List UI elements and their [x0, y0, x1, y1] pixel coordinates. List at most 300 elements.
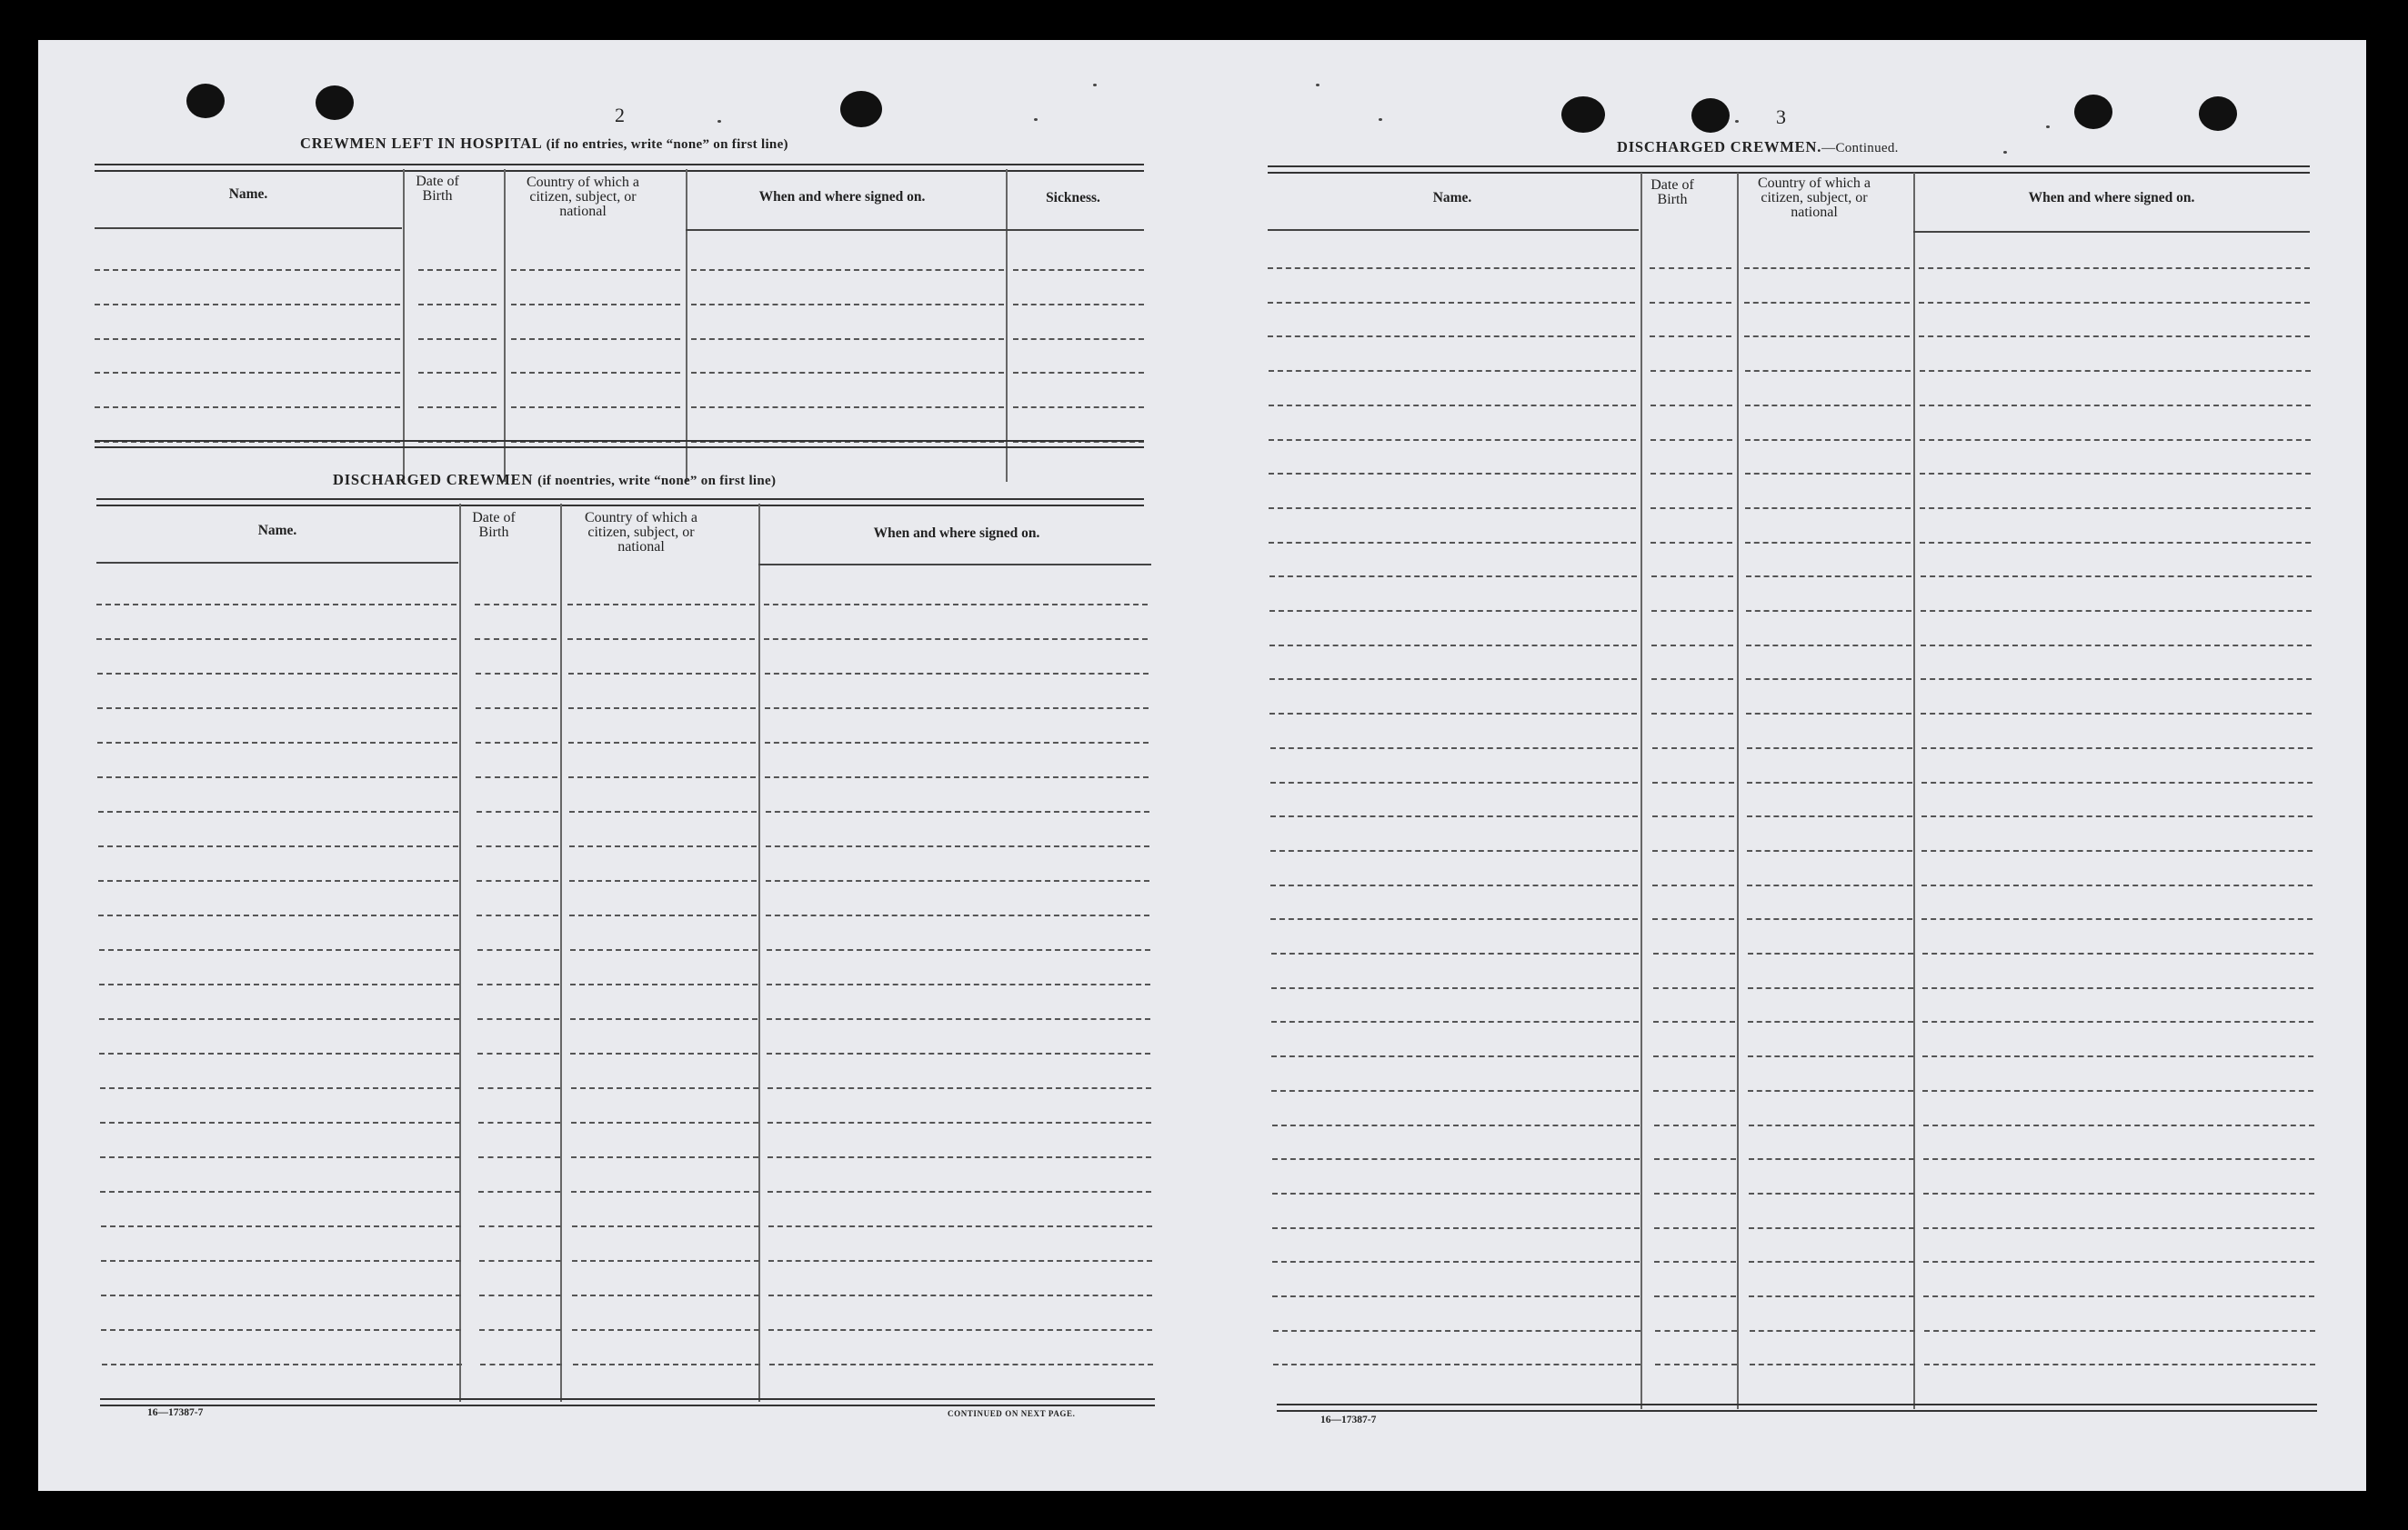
row-rule	[1269, 439, 1636, 441]
right-bottom-rule	[1277, 1404, 2317, 1412]
right-col-name: Name.	[1432, 190, 1472, 205]
row-rule	[1749, 1158, 1914, 1160]
right-title-text: DISCHARGED CREWMEN.	[1617, 138, 1822, 155]
discharged-bottom-rule	[100, 1398, 1155, 1406]
right-col-country: Country of which a citizen, subject, or national	[1758, 175, 1871, 220]
discharged-col-country: Country of which a citizen, subject, or national	[585, 510, 697, 555]
row-rule	[1749, 1125, 1914, 1126]
row-rule	[476, 673, 557, 675]
row-rule	[567, 604, 755, 605]
speck	[2046, 125, 2050, 128]
row-rule	[418, 304, 497, 305]
row-rule	[768, 1295, 1152, 1296]
right-col-dob: Date of Birth	[1650, 177, 1694, 207]
row-rule	[1745, 370, 1911, 372]
document-sheet	[38, 40, 2366, 1491]
discharged-col-name: Name.	[257, 523, 297, 538]
row-rule	[1652, 885, 1734, 886]
row-rule	[568, 776, 756, 778]
row-rule	[1746, 645, 1911, 646]
row-rule	[570, 984, 758, 985]
row-rule	[572, 1260, 759, 1262]
row-rule	[97, 707, 457, 709]
row-rule	[1652, 850, 1734, 852]
row-rule	[1273, 1330, 1640, 1332]
row-rule	[475, 638, 557, 640]
row-rule	[570, 1018, 758, 1020]
row-rule	[1272, 1125, 1640, 1126]
discharged-col-dob: Date of Birth	[472, 510, 516, 540]
row-rule	[1652, 815, 1734, 817]
row-rule	[1268, 267, 1635, 269]
row-rule	[1272, 1261, 1640, 1263]
row-rule	[767, 1018, 1150, 1020]
row-rule	[511, 269, 680, 271]
row-rule	[1270, 815, 1638, 817]
row-rule	[765, 742, 1149, 744]
row-rule	[1652, 782, 1734, 784]
row-rule	[479, 1329, 561, 1331]
row-rule	[764, 604, 1148, 605]
punch-hole-7	[2199, 96, 2237, 131]
row-rule	[568, 742, 756, 744]
row-rule	[1650, 439, 1732, 441]
row-rule	[477, 811, 558, 813]
row-rule	[1921, 575, 2312, 577]
row-rule	[478, 1156, 560, 1158]
row-rule	[95, 372, 400, 374]
right-title-suffix: —Continued.	[1821, 141, 1899, 155]
row-rule	[1653, 953, 1735, 955]
row-rule	[418, 338, 497, 340]
right-top-rule	[1268, 165, 2310, 174]
row-rule	[1650, 302, 1731, 304]
row-rule	[1269, 507, 1636, 509]
row-rule	[1653, 1055, 1735, 1057]
punch-hole-6	[2074, 95, 2112, 129]
row-rule	[1271, 1090, 1639, 1092]
row-rule	[1270, 850, 1638, 852]
right-header-rule	[1913, 231, 2310, 233]
row-rule	[570, 949, 758, 951]
row-rule	[101, 1260, 461, 1262]
row-rule	[1750, 1330, 1915, 1332]
row-rule	[768, 1122, 1151, 1124]
row-rule	[769, 1364, 1153, 1365]
right-section-title	[1617, 138, 1899, 156]
row-rule	[1271, 953, 1639, 955]
row-rule	[1654, 1158, 1736, 1160]
row-rule	[768, 1087, 1151, 1089]
row-rule	[1920, 473, 2311, 475]
row-rule	[1653, 1090, 1735, 1092]
row-rule	[572, 1295, 759, 1296]
row-rule	[1654, 1295, 1736, 1297]
discharged-divider	[560, 504, 562, 1402]
row-rule	[572, 1225, 759, 1227]
row-rule	[1654, 1261, 1736, 1263]
row-rule	[1269, 713, 1637, 715]
row-rule	[100, 1156, 460, 1158]
row-rule	[1921, 918, 2313, 920]
row-rule	[477, 1018, 559, 1020]
row-rule	[1923, 1227, 2314, 1229]
row-rule	[1745, 507, 1911, 509]
right-divider	[1913, 173, 1915, 1409]
row-rule	[1749, 1227, 1914, 1229]
row-rule	[1746, 610, 1911, 612]
hospital-col-name: Name.	[228, 186, 268, 202]
discharged-col-when-where: When and where signed on.	[873, 525, 1040, 541]
speck	[1379, 118, 1382, 121]
row-rule	[1747, 747, 1912, 749]
row-rule	[768, 1329, 1152, 1331]
row-rule	[1652, 918, 1734, 920]
row-rule	[1748, 987, 1913, 989]
right-page-number: 3	[1776, 105, 1786, 128]
hospital-section-title	[300, 135, 788, 153]
discharged-header-rule	[758, 564, 1151, 565]
row-rule	[1269, 610, 1637, 612]
row-rule	[102, 1364, 462, 1365]
row-rule	[1270, 885, 1638, 886]
row-rule	[1921, 850, 2313, 852]
row-rule	[1272, 1227, 1640, 1229]
row-rule	[569, 811, 757, 813]
row-rule	[569, 880, 757, 882]
row-rule	[1748, 1055, 1913, 1057]
row-rule	[511, 338, 680, 340]
row-rule	[766, 915, 1149, 916]
row-rule	[691, 406, 1004, 408]
row-rule	[766, 880, 1149, 882]
row-rule	[571, 1191, 758, 1193]
row-rule	[1013, 304, 1144, 305]
row-rule	[1654, 1227, 1736, 1229]
row-rule	[477, 984, 559, 985]
row-rule	[1651, 678, 1733, 680]
row-rule	[1749, 1295, 1914, 1297]
row-rule	[1745, 542, 1911, 544]
row-rule	[1920, 405, 2311, 406]
hospital-col-dob: Date of Birth	[416, 174, 459, 204]
row-rule	[101, 1329, 461, 1331]
row-rule	[1923, 1295, 2314, 1297]
row-rule	[768, 1156, 1151, 1158]
row-rule	[1272, 1158, 1640, 1160]
row-rule	[691, 338, 1004, 340]
row-rule	[1269, 645, 1637, 646]
row-rule	[98, 880, 458, 882]
row-rule	[478, 1191, 560, 1193]
row-rule	[1744, 302, 1910, 304]
row-rule	[766, 811, 1149, 813]
row-rule	[1654, 1125, 1736, 1126]
discharged-title-note: (if noentries, write “none” on first line)	[537, 474, 777, 488]
row-rule	[97, 742, 457, 744]
row-rule	[568, 673, 756, 675]
row-rule	[511, 406, 680, 408]
right-divider	[1737, 173, 1739, 1409]
row-rule	[691, 269, 1004, 271]
row-rule	[477, 949, 559, 951]
discharged-title-text: DISCHARGED CREWMEN	[333, 471, 534, 488]
row-rule	[1650, 335, 1731, 337]
row-rule	[1921, 815, 2313, 817]
row-rule	[1744, 267, 1910, 269]
row-rule	[1922, 987, 2313, 989]
row-rule	[511, 304, 680, 305]
row-rule	[1748, 1021, 1913, 1023]
row-rule	[1924, 1364, 2315, 1365]
row-rule	[1749, 1261, 1914, 1263]
row-rule	[569, 845, 757, 847]
row-rule	[99, 1053, 459, 1055]
discharged-header-rule	[96, 562, 458, 564]
row-rule	[571, 1122, 758, 1124]
row-rule	[765, 776, 1149, 778]
row-rule	[96, 604, 457, 605]
discharged-top-rule	[96, 498, 1144, 506]
row-rule	[100, 1191, 460, 1193]
row-rule	[573, 1364, 760, 1365]
row-rule	[1748, 1090, 1913, 1092]
row-rule	[479, 1295, 561, 1296]
row-rule	[1923, 1261, 2314, 1263]
speck	[1034, 118, 1038, 121]
row-rule	[1269, 473, 1636, 475]
row-rule	[691, 304, 1004, 305]
row-rule	[1651, 575, 1733, 577]
row-rule	[1272, 1295, 1640, 1297]
row-rule	[1750, 1364, 1915, 1365]
hospital-col-country: Country of which a citizen, subject, or national	[527, 175, 639, 219]
row-rule	[99, 1018, 459, 1020]
row-rule	[1650, 473, 1732, 475]
right-col-when-where: When and where signed on.	[2028, 190, 2195, 205]
row-rule	[1920, 370, 2311, 372]
right-divider	[1640, 173, 1642, 1409]
row-rule	[479, 1225, 561, 1227]
row-rule	[1013, 406, 1144, 408]
row-rule	[1269, 405, 1636, 406]
row-rule	[766, 845, 1149, 847]
row-rule	[1922, 1055, 2313, 1057]
row-rule	[568, 707, 756, 709]
row-rule	[1923, 1193, 2314, 1195]
row-rule	[1650, 267, 1731, 269]
row-rule	[1650, 507, 1732, 509]
speck	[1093, 84, 1097, 86]
punch-hole-4	[1561, 96, 1605, 133]
speck	[1735, 120, 1739, 123]
row-rule	[99, 949, 459, 951]
row-rule	[567, 638, 755, 640]
row-rule	[475, 604, 557, 605]
row-rule	[418, 406, 497, 408]
row-rule	[97, 673, 457, 675]
row-rule	[1921, 747, 2313, 749]
speck	[1316, 84, 1319, 86]
row-rule	[1653, 1021, 1735, 1023]
row-rule	[1745, 405, 1911, 406]
row-rule	[1747, 850, 1912, 852]
speck	[717, 120, 721, 123]
hospital-top-rule	[95, 164, 1144, 172]
hospital-title-text: CREWMEN LEFT IN HOSPITAL	[300, 135, 542, 152]
row-rule	[1747, 918, 1912, 920]
row-rule	[1269, 575, 1637, 577]
row-rule	[476, 776, 557, 778]
row-rule	[1269, 370, 1636, 372]
row-rule	[418, 372, 497, 374]
row-rule	[479, 1260, 561, 1262]
row-rule	[1920, 439, 2311, 441]
row-rule	[1921, 885, 2313, 886]
row-rule	[1745, 439, 1911, 441]
row-rule	[95, 269, 400, 271]
row-rule	[1268, 302, 1635, 304]
row-rule	[97, 776, 457, 778]
punch-hole-1	[186, 84, 225, 118]
row-rule	[768, 1260, 1152, 1262]
row-rule	[767, 1053, 1150, 1055]
row-rule	[1652, 747, 1734, 749]
punch-hole-2	[316, 85, 354, 120]
row-rule	[767, 984, 1150, 985]
row-rule	[1747, 885, 1912, 886]
row-rule	[100, 1122, 460, 1124]
row-rule	[480, 1364, 562, 1365]
discharged-section-title	[333, 471, 776, 489]
row-rule	[1921, 678, 2312, 680]
row-rule	[1921, 645, 2312, 646]
hospital-divider	[1006, 169, 1008, 482]
left-page-number: 2	[615, 104, 625, 126]
row-rule	[1919, 335, 2310, 337]
row-rule	[1651, 610, 1733, 612]
row-rule	[1013, 372, 1144, 374]
row-rule	[1271, 987, 1639, 989]
row-rule	[1924, 1330, 2315, 1332]
row-rule	[768, 1225, 1152, 1227]
row-rule	[767, 949, 1150, 951]
row-rule	[1747, 815, 1912, 817]
hospital-header-rule	[95, 227, 402, 229]
continued-note: CONTINUED ON NEXT PAGE.	[948, 1409, 1076, 1418]
row-rule	[768, 1191, 1151, 1193]
row-rule	[477, 845, 558, 847]
right-form-number: 16—17387-7	[1320, 1415, 1377, 1425]
row-rule	[1921, 713, 2312, 715]
hospital-col-sickness: Sickness.	[1046, 190, 1100, 205]
row-rule	[1273, 1364, 1640, 1365]
row-rule	[1653, 987, 1735, 989]
row-rule	[96, 638, 457, 640]
row-rule	[1270, 747, 1638, 749]
row-rule	[1923, 1158, 2314, 1160]
row-rule	[1270, 782, 1638, 784]
hospital-header-rule	[686, 229, 1144, 231]
row-rule	[1650, 405, 1732, 406]
discharged-divider	[758, 504, 760, 1402]
row-rule	[511, 372, 680, 374]
row-rule	[1272, 1193, 1640, 1195]
row-rule	[1920, 507, 2311, 509]
row-rule	[476, 707, 557, 709]
row-rule	[477, 880, 558, 882]
row-rule	[101, 1295, 461, 1296]
row-rule	[478, 1087, 560, 1089]
row-rule	[1748, 953, 1913, 955]
row-rule	[765, 673, 1149, 675]
row-rule	[1268, 335, 1635, 337]
speck	[2003, 151, 2007, 154]
row-rule	[477, 915, 558, 916]
row-rule	[1919, 302, 2310, 304]
row-rule	[1921, 610, 2312, 612]
row-rule	[1655, 1330, 1737, 1332]
row-rule	[1013, 338, 1144, 340]
row-rule	[95, 406, 400, 408]
row-rule	[98, 915, 458, 916]
row-rule	[1922, 1021, 2313, 1023]
row-rule	[1744, 335, 1910, 337]
row-rule	[572, 1329, 759, 1331]
row-rule	[1746, 713, 1911, 715]
row-rule	[1651, 713, 1733, 715]
row-rule	[100, 1087, 460, 1089]
row-rule	[95, 304, 400, 305]
row-rule	[1919, 267, 2310, 269]
row-rule	[571, 1156, 758, 1158]
row-rule	[1920, 542, 2311, 544]
row-rule	[1269, 678, 1637, 680]
row-rule	[1655, 1364, 1737, 1365]
row-rule	[1013, 269, 1144, 271]
row-rule	[1654, 1193, 1736, 1195]
row-rule	[1922, 1090, 2313, 1092]
hospital-divider	[686, 169, 687, 482]
row-rule	[101, 1225, 461, 1227]
row-rule	[98, 845, 458, 847]
row-rule	[1271, 1055, 1639, 1057]
right-header-rule	[1268, 229, 1639, 231]
punch-hole-3	[840, 91, 882, 127]
row-rule	[1270, 918, 1638, 920]
row-rule	[570, 1053, 758, 1055]
row-rule	[1269, 542, 1636, 544]
row-rule	[1271, 1021, 1639, 1023]
left-form-number: 16—17387-7	[147, 1407, 204, 1418]
hospital-divider	[403, 169, 405, 482]
row-rule	[98, 811, 458, 813]
row-rule	[1922, 953, 2313, 955]
hospital-bottom-rule	[95, 440, 1144, 448]
row-rule	[1650, 370, 1732, 372]
row-rule	[476, 742, 557, 744]
discharged-divider	[459, 504, 461, 1402]
row-rule	[571, 1087, 758, 1089]
row-rule	[764, 638, 1148, 640]
row-rule	[1747, 782, 1912, 784]
row-rule	[1650, 542, 1732, 544]
row-rule	[1746, 678, 1911, 680]
row-rule	[1923, 1125, 2314, 1126]
punch-hole-5	[1691, 98, 1730, 133]
hospital-col-when-where: When and where signed on.	[758, 189, 926, 205]
hospital-divider	[504, 169, 506, 482]
